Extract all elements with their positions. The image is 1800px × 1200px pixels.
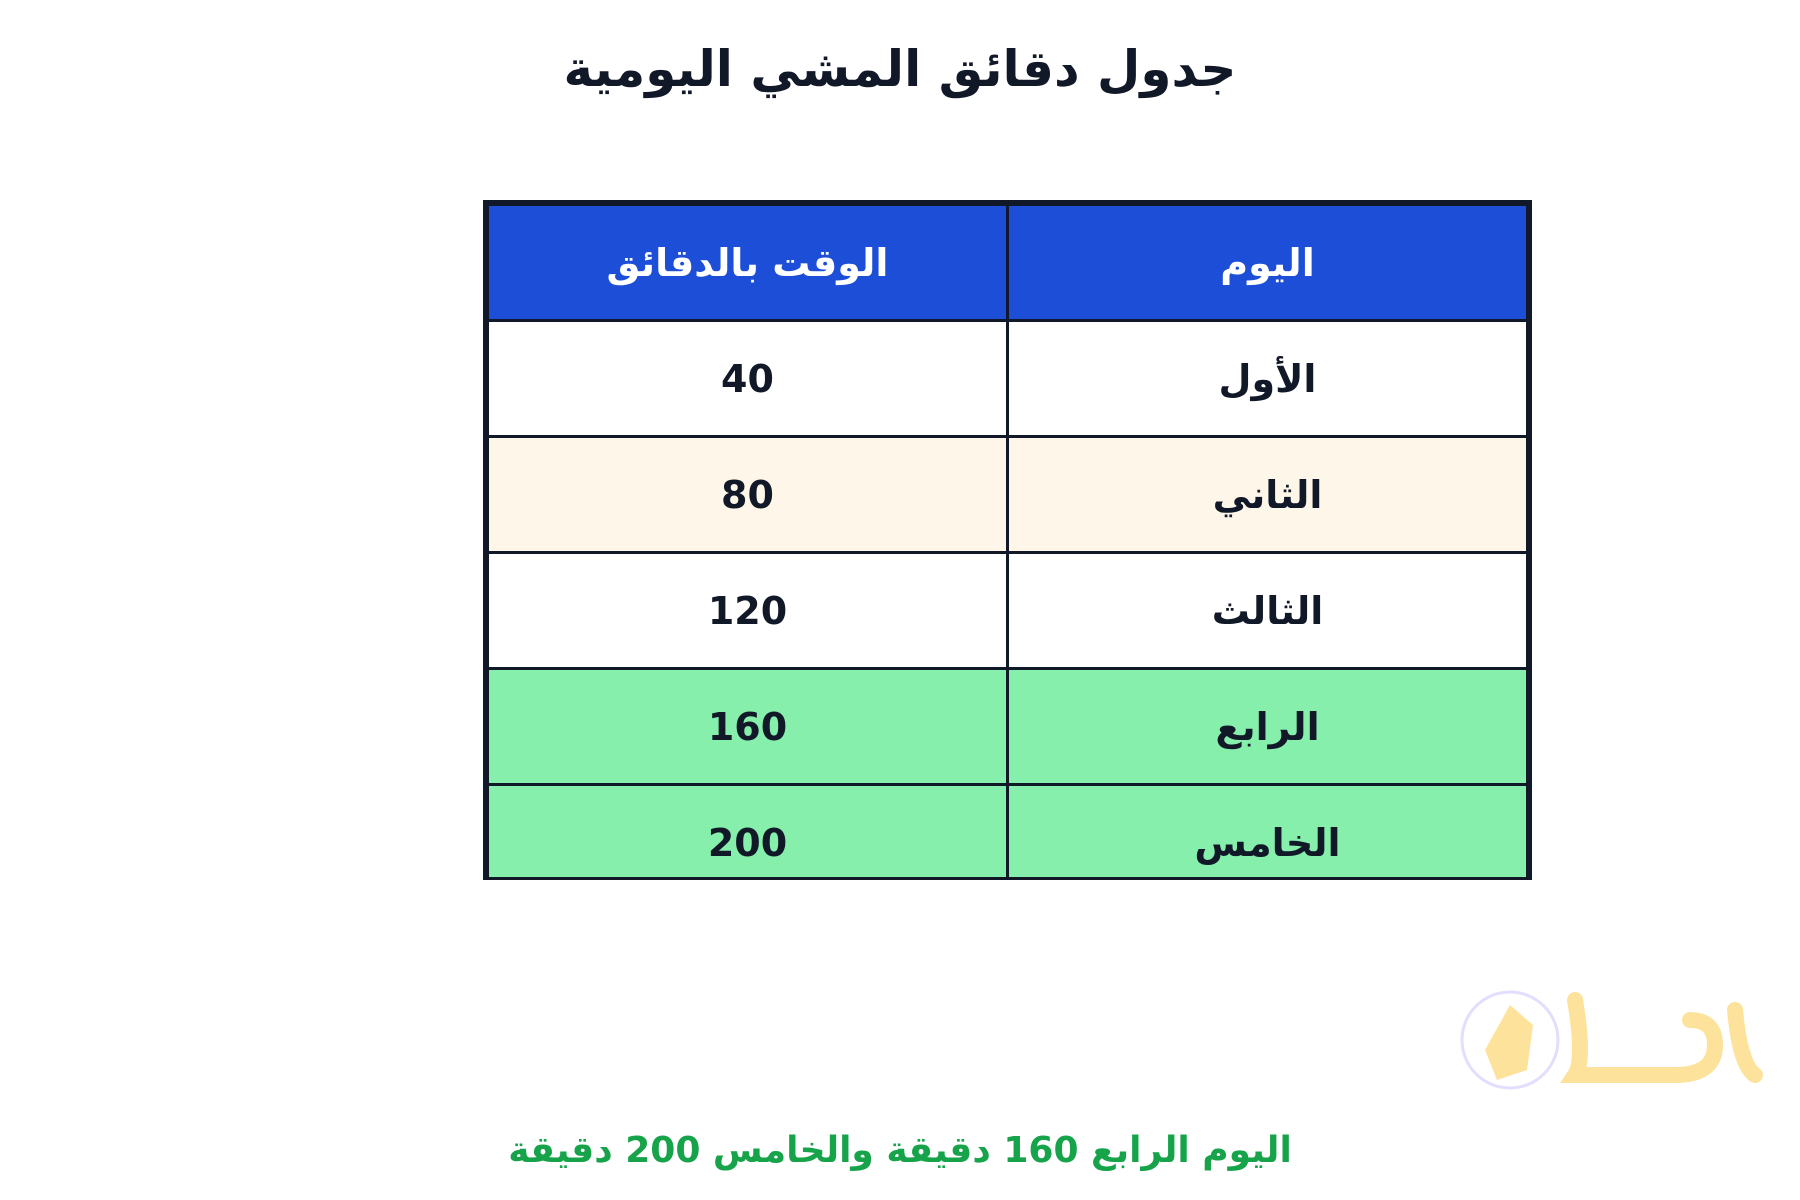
table-header-row	[488, 205, 1528, 321]
minutes-cell: 40	[488, 321, 1008, 437]
day-cell: الأول	[1008, 321, 1528, 437]
minutes-cell: 80	[488, 437, 1008, 553]
table-row-highlighted	[488, 785, 1528, 881]
summary-text: اليوم الرابع 160 دقيقة والخامس 200 دقيقة	[508, 1130, 1292, 1171]
day-cell: الرابع	[1008, 669, 1528, 785]
table-row	[488, 553, 1528, 669]
brand-logo-icon	[1455, 980, 1765, 1100]
header-minutes: الوقت بالدقائق	[488, 205, 1008, 321]
minutes-cell: 160	[488, 669, 1008, 785]
header-day: اليوم	[1008, 205, 1528, 321]
walking-table	[483, 200, 1532, 880]
minutes-cell: 200	[488, 785, 1008, 881]
table-row-highlighted	[488, 669, 1528, 785]
table-row	[488, 437, 1528, 553]
day-cell: الثاني	[1008, 437, 1528, 553]
minutes-cell: 120	[488, 553, 1008, 669]
page-title: جدول دقائق المشي اليومية	[563, 40, 1237, 98]
day-cell: الخامس	[1008, 785, 1528, 881]
table-row	[488, 321, 1528, 437]
day-cell: الثالث	[1008, 553, 1528, 669]
